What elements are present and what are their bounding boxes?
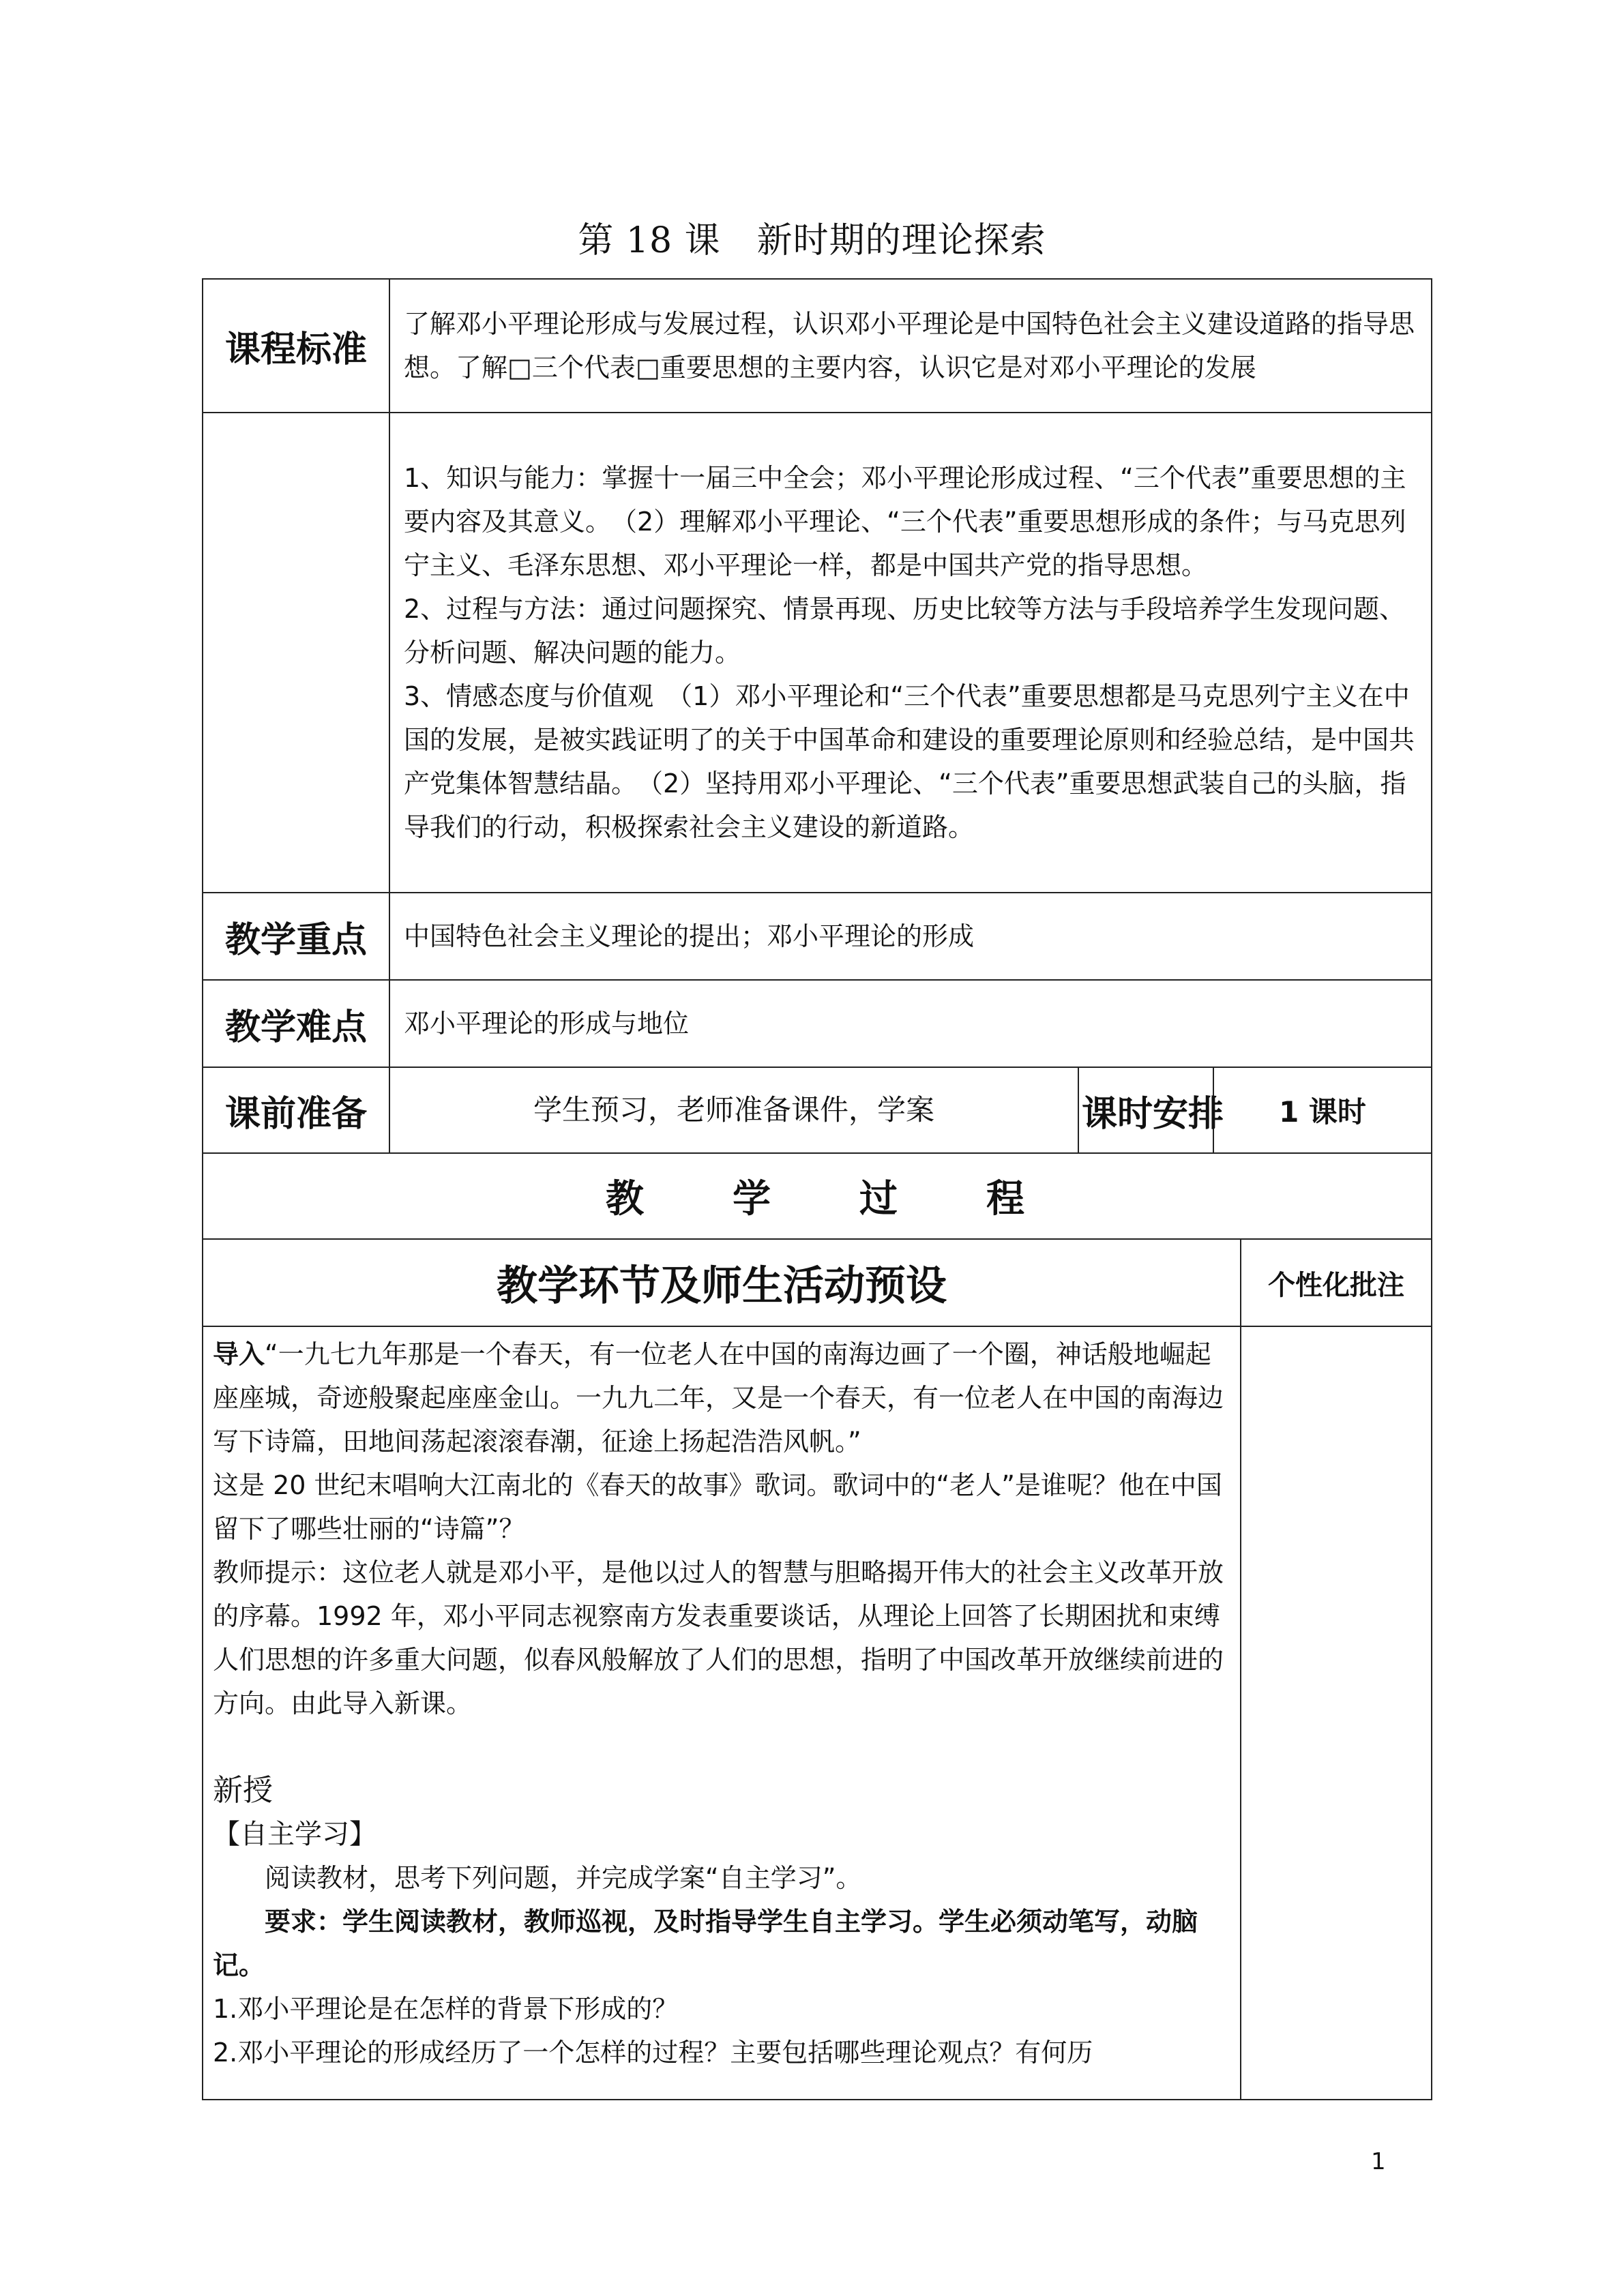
new-lesson-label: 新授 [213,1773,273,1808]
key-points-text: 中国特色社会主义理论的提出；邓小平理论的形成 [389,893,1432,980]
page-title: 第 18 课 新时期的理论探索 [578,220,1046,261]
page-number: 1 [1371,2148,1386,2175]
intro-quote: “一九七九年那是一个春天，有一位老人在中国的南海边画了一个圈，神话般地崛起座座城，奇迹般聚起座座金山。一九九二年，又是一个春天，有一位老人在中国的南海边写下诗篇，田地间荡起滚滚春潮，征途上扬起浩浩风帆。” [213,1339,1224,1457]
preparation-label: 课前准备 [203,1067,389,1153]
difficulties-text: 邓小平理论的形成与地位 [389,980,1432,1067]
preparation-text: 学生预习，老师准备课件，学案 [389,1067,1078,1153]
difficulties-label: 教学难点 [203,980,389,1067]
process-header-row [203,1153,1432,1239]
reading-instruction: 阅读教材，思考下列问题，并完成学案“自主学习”。 [265,1863,862,1893]
intro-label: 导入 [213,1339,265,1369]
intro-question: 这是 20 世纪末唱响大江南北的《春天的故事》歌词。歌词中的“老人”是谁呢？他在中国留下了哪些壮丽的“诗篇”？ [213,1470,1222,1544]
content-row [203,1326,1432,2100]
activity-header-row [203,1239,1432,1326]
key-points-label: 教学重点 [203,893,389,980]
difficulties-row [203,980,1432,1067]
study-requirement: 要求：学生阅读教材，教师巡视，及时指导学生自主学习。学生必须动笔写，动脑记。 [213,1907,1198,1980]
standard-label: 课程标准 [203,279,389,413]
preparation-row [203,1067,1432,1153]
schedule-value: 1 课时 [1213,1067,1432,1153]
schedule-label: 课时安排 [1078,1067,1213,1153]
activity-header: 教学环节及师生活动预设 [203,1239,1241,1326]
self-study-label: 【自主学习】 [213,1819,377,1850]
process-header: 教 学 过 程 [203,1153,1432,1239]
question-1: 1.邓小平理论是在怎样的背景下形成的？ [213,1994,679,2024]
teacher-hint: 教师提示：这位老人就是邓小平，是他以过人的智慧与胆略揭开伟大的社会主义改革开放的序幕。1992 年，邓小平同志视察南方发表重要谈话，从理论上回答了长期困扰和束缚人们思想的许多重大问题，似春风般解放了人们的思想，指明了中国改革开放继续前进的方向。由此导入新课。 [213,1557,1224,1718]
lesson-plan-table [202,278,1432,2100]
content-cell [203,1326,1241,2100]
objective-item-1: 1、知识与能力：掌握十一届三中全会；邓小平理论形成过程、“三个代表”重要思想的主要内容及其意义。 （2）理解邓小平理论、“三个代表”重要思想形成的条件；与马克思列宁主义、毛泽东思想、邓小平理论一样，都是中国共产党的指导思想。 [404,463,1406,580]
notes-header: 个性化批注 [1241,1239,1432,1326]
standard-text: 了解邓小平理论形成与发展过程，认识邓小平理论是中国特色社会主义建设道路的指导思想。了解□三个代表□重要思想的主要内容，认识它是对邓小平理论的发展 [389,279,1432,413]
key-points-row [203,893,1432,980]
notes-cell [1241,1326,1432,2100]
objectives-cell [389,413,1432,893]
question-2: 2.邓小平理论的形成经历了一个怎样的过程？主要包括哪些理论观点？有何历 [213,2038,1093,2068]
intro-paragraph [213,1332,1230,1463]
objective-item-2: 2、过程与方法：通过问题探究、情景再现、历史比较等方法与手段培养学生发现问题、分析问题、解决问题的能力。 [404,594,1406,668]
objectives-label-empty [203,413,389,893]
standard-row [203,279,1432,413]
objectives-row [203,413,1432,893]
objective-item-3: 3、情感态度与价值观 （1）邓小平理论和“三个代表”重要思想都是马克思列宁主义在中国的发展，是被实践证明了的关于中国革命和建设的重要理论原则和经验总结，是中国共产党集体智慧结晶。 （2）坚持用邓小平理论、“三个代表”重要思想武装自己的头脑，指导我们的行动，积极探索社会主义建设的新道路。 [404,681,1415,842]
